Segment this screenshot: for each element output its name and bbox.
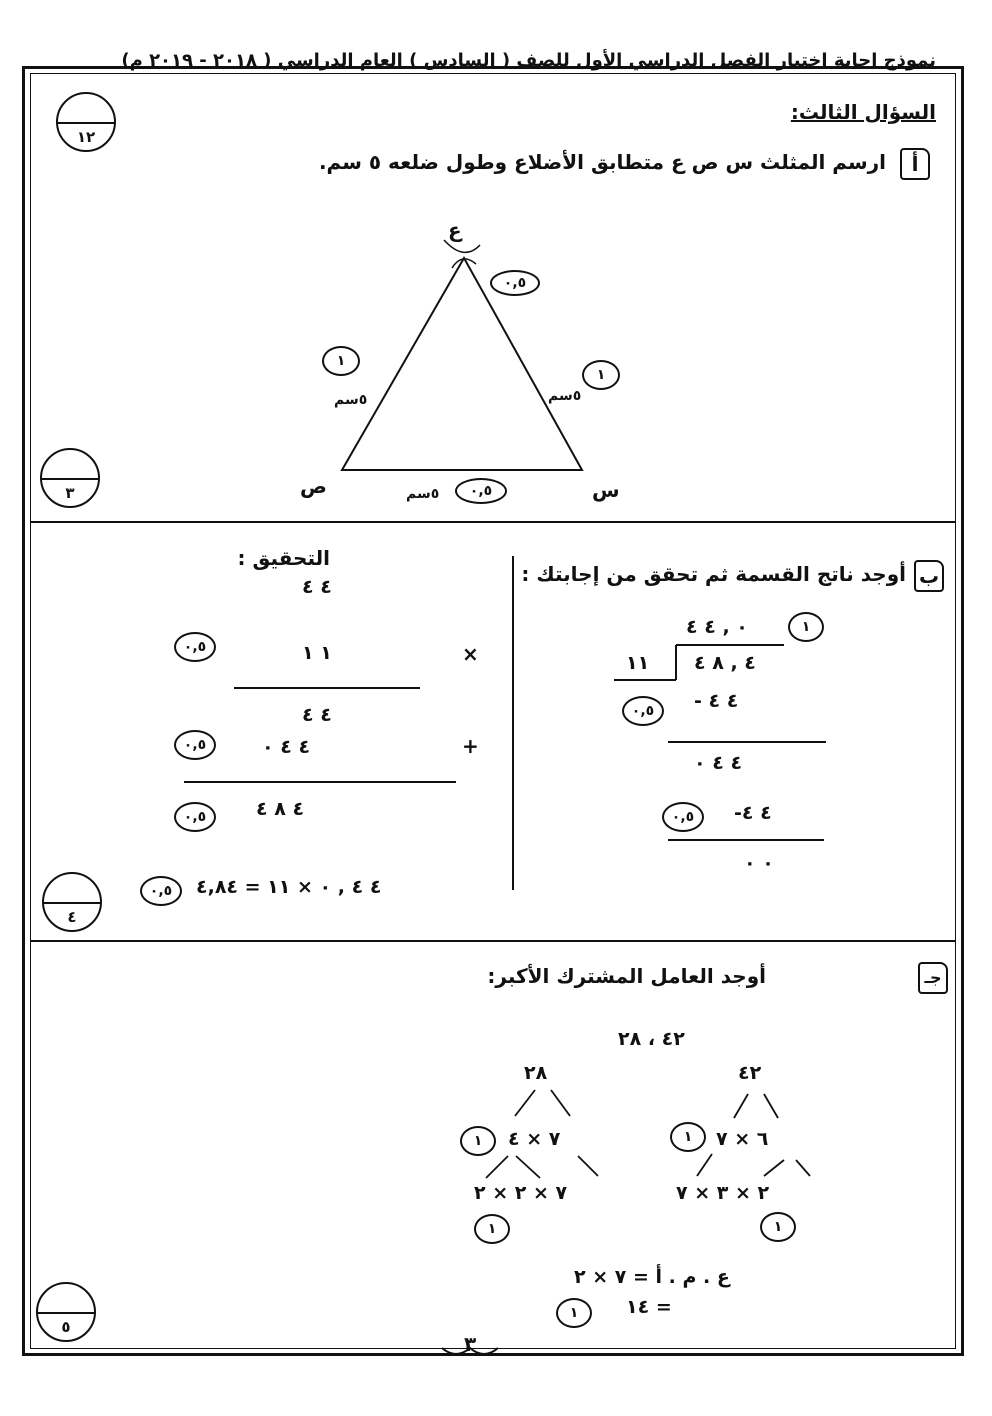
exam-header: نموذج اجابة اختبار الفصل الدراسي الأول للصف ( السادس ) العام الدراسي ( ٢٠١٨ - ٢٠١٩ م) bbox=[121, 50, 936, 71]
verify-plus: + bbox=[462, 734, 479, 758]
vertex-left: ص bbox=[300, 474, 327, 498]
vertex-top: ع bbox=[448, 218, 462, 242]
part-a-question: ارسم المثلث س ص ع متطابق الأضلاع وطول ضلعه ٥ سم. bbox=[318, 150, 886, 174]
remainder-1: ٤ ٤ ٠ bbox=[694, 752, 743, 774]
part-a-letter: أ bbox=[900, 148, 930, 180]
verify-row-3: ٤ ٤ bbox=[302, 704, 332, 726]
dividend: ٤ , ٨ ٤ bbox=[694, 652, 756, 674]
quotient: ٠ , ٤ ٤ bbox=[686, 616, 748, 638]
verify-times: × bbox=[462, 642, 479, 666]
gcf-numbers: ٤٢ ، ٢٨ bbox=[618, 1028, 685, 1050]
mark-final: ٠,٥ bbox=[140, 876, 182, 906]
mark-sub-2: ٠,٥ bbox=[662, 802, 704, 832]
mark-tree-right-2: ١ bbox=[670, 1122, 706, 1152]
mark-verify-2: ٠,٥ bbox=[174, 632, 216, 662]
mark-verify-4: ٠,٥ bbox=[174, 730, 216, 760]
part-b-question: أوجد ناتج القسمة ثم تحقق من إجابتك : bbox=[521, 562, 906, 586]
mark-tree-right-3: ١ bbox=[760, 1212, 796, 1242]
part-c-letter: جـ bbox=[918, 962, 948, 994]
mark-left: ١ bbox=[322, 346, 360, 376]
mark-bottom: ٠,٥ bbox=[455, 478, 507, 504]
total-score-circle: ١٢ bbox=[56, 92, 116, 152]
subtract-1: - ٤ ٤ bbox=[694, 690, 739, 712]
page-number: ٣ bbox=[464, 1332, 477, 1356]
mark-right: ١ bbox=[582, 360, 620, 390]
verify-row-1: ٤ ٤ bbox=[302, 576, 332, 598]
part-c-score-circle: ٥ bbox=[36, 1282, 96, 1342]
subtract-2: -٤ ٤ bbox=[734, 802, 772, 824]
gcf-line-2: = ١٤ bbox=[626, 1296, 672, 1318]
part-b-score-circle: ٤ bbox=[42, 872, 102, 932]
tree-left-level-3: ٧ × ٢ × ٢ bbox=[474, 1182, 568, 1204]
verify-row-5: ٤ ٨ ٤ bbox=[256, 798, 305, 820]
remainder-2: ٠ ٠ bbox=[744, 852, 774, 874]
side-right-length: ٥سم bbox=[548, 388, 582, 404]
mark-quotient: ١ bbox=[788, 612, 824, 642]
divisor: ١١ bbox=[626, 652, 650, 674]
part-b-letter: ب bbox=[914, 560, 944, 592]
gcf-line-1: ع . م . أ = ٧ × ٢ bbox=[574, 1266, 730, 1288]
mark-sub-1: ٠,٥ bbox=[622, 696, 664, 726]
side-bottom-length: ٥سم bbox=[406, 486, 440, 502]
verify-row-4: ٤ ٤ ٠ bbox=[262, 736, 311, 758]
vertex-right: س bbox=[592, 478, 620, 502]
tree-right-root: ٤٢ bbox=[738, 1062, 762, 1084]
side-left-length: ٥سم bbox=[334, 392, 368, 408]
mark-gcf: ١ bbox=[556, 1298, 592, 1328]
mark-top: ٠,٥ bbox=[490, 270, 540, 296]
part-c-question: أوجد العامل المشترك الأكبر: bbox=[487, 964, 766, 988]
final-equation: ٤ ٤ , ٠ × ١١ = ٤,٨٤ bbox=[196, 876, 382, 898]
mark-tree-left-2: ١ bbox=[460, 1126, 496, 1156]
part-a-score-circle: ٣ bbox=[40, 448, 100, 508]
division-bracket bbox=[614, 645, 826, 840]
verify-row-2: ١ ١ bbox=[302, 642, 332, 664]
tree-left-level-2: ٧ × ٤ bbox=[508, 1128, 561, 1150]
tree-right-level-2: ٦ × ٧ bbox=[716, 1128, 769, 1150]
tree-right-level-3: ٢ × ٣ × ٧ bbox=[676, 1182, 770, 1204]
tree-left-root: ٢٨ bbox=[524, 1062, 548, 1084]
mark-tree-left-3: ١ bbox=[474, 1214, 510, 1244]
verify-title: التحقيق : bbox=[237, 546, 330, 570]
verification-lines bbox=[184, 688, 456, 782]
section-title: السؤال الثالث: bbox=[790, 100, 936, 124]
mark-verify-5: ٠,٥ bbox=[174, 802, 216, 832]
